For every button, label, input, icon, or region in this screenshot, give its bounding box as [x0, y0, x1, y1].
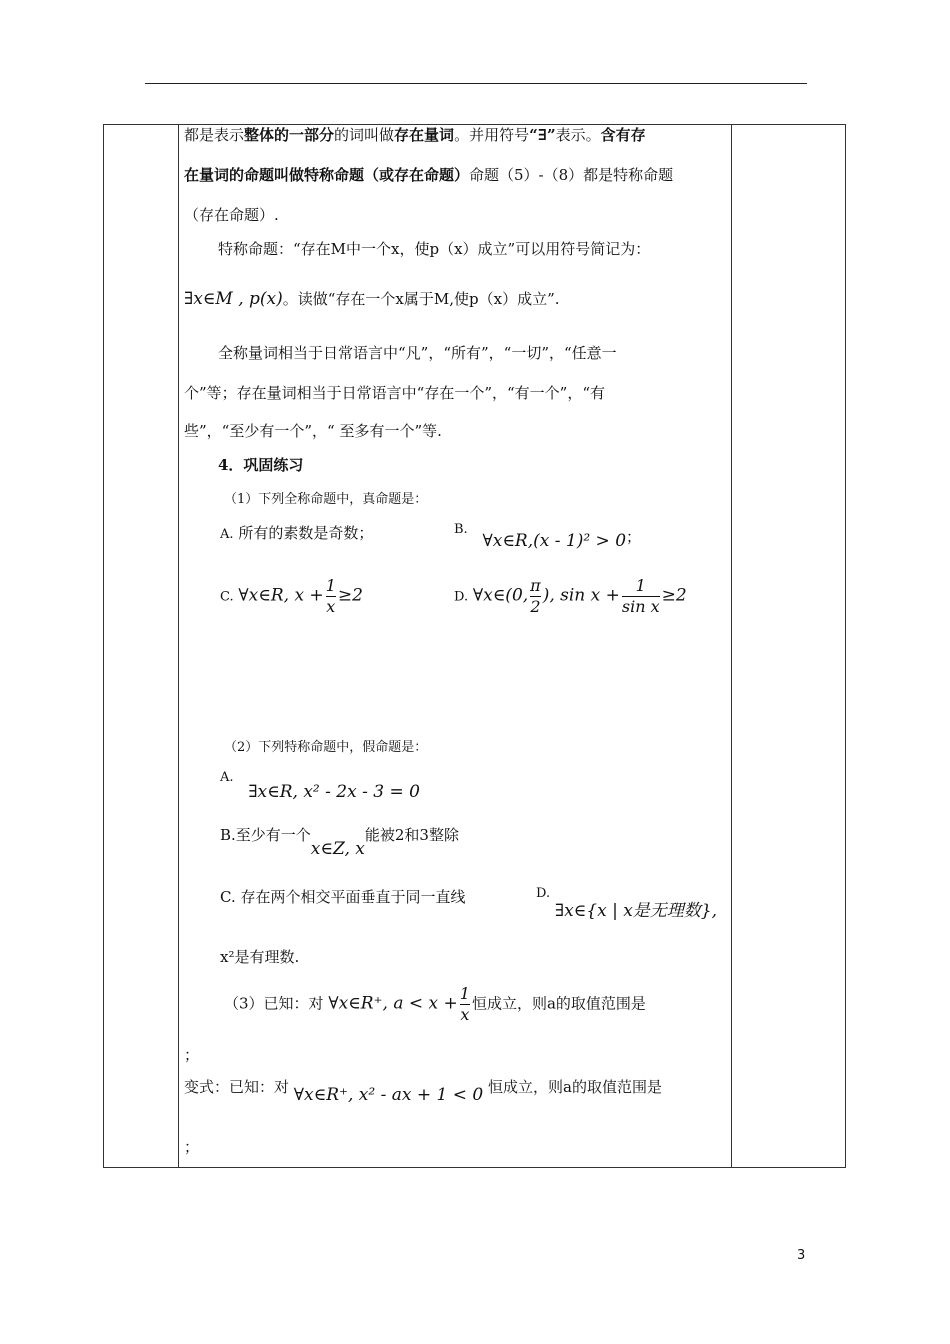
q3-variant-blank: ；: [184, 1138, 200, 1156]
page-number: 3: [797, 1248, 806, 1263]
bold-text: 存在量词: [394, 126, 455, 144]
q1-option-b: [454, 522, 642, 551]
option-label: A.: [220, 770, 234, 785]
option-math: ∀x∈R, x +: [238, 585, 324, 606]
option-label: D.: [536, 886, 551, 901]
header-rule: [145, 83, 807, 84]
q2-option-b: [220, 824, 459, 859]
option-math: ≥2: [337, 585, 363, 606]
option-math: ∃x∈R, x² - 2x - 3 = 0: [248, 782, 420, 802]
numerator: 1: [325, 576, 336, 595]
table-divider-right: [731, 125, 732, 1167]
para1-line2: [184, 164, 673, 185]
option-label: C.: [220, 589, 234, 605]
para3-line3: 些”，“至少有一个”，“ 至多有一个”等.: [184, 422, 442, 440]
para2-line1: 特称命题：“存在M中一个x，使p（x）成立”可以用符号简记为：: [218, 240, 651, 258]
option-label: B.: [454, 522, 468, 537]
option-math: x∈Z, x: [310, 839, 365, 859]
question-math: ∀x∈R⁺, a < x +: [328, 993, 458, 1014]
q2-option-d-cont: x²是有理数.: [220, 948, 300, 966]
q2-option-c: C. 存在两个相交平面垂直于同一直线: [220, 888, 466, 906]
text: 恒成立，则a的取值范围是: [471, 994, 646, 1013]
option-math: ∀x∈(0,: [472, 585, 529, 606]
fraction: [622, 576, 660, 617]
q1-option-d: [454, 576, 687, 617]
table-divider-left: [178, 125, 179, 1167]
denominator: x: [326, 597, 336, 616]
text: 变式：已知：对: [184, 1078, 290, 1096]
para3-line1: 全称量词相当于日常语言中“凡”，“所有”，“一切”，“任意一: [218, 344, 617, 362]
option-math: ∃x∈{x | x是无理数},: [554, 901, 718, 921]
option-text: 能被2和3整除: [364, 826, 459, 844]
para1-line3: （存在命题）.: [184, 206, 279, 224]
option-text: 所有的素数是奇数；: [238, 524, 374, 542]
text: 都是表示: [184, 126, 245, 144]
numerator: π: [530, 576, 541, 595]
bold-text: 整体的一部分: [244, 126, 335, 144]
section-heading: 4．巩固练习: [218, 456, 304, 474]
q3-variant: [184, 1076, 662, 1105]
fraction: [530, 576, 541, 617]
option-label: D.: [454, 589, 469, 605]
text: 表示。: [555, 126, 601, 144]
q2-option-a: [220, 770, 420, 802]
exists-symbol: “∃”: [529, 126, 556, 144]
q3-line: [224, 984, 646, 1025]
q2-option-d: [536, 886, 718, 921]
q1-option-c: [220, 576, 363, 617]
section-title: [218, 454, 303, 475]
bold-text: 含有存: [600, 126, 646, 144]
option-label: A.: [220, 527, 234, 542]
bold-text: 在量词的命题叫做特称命题（或存在命题）: [184, 166, 470, 184]
variant-math: ∀x∈R⁺, x² - ax + 1 < 0: [293, 1085, 484, 1105]
q1-option-a: [220, 522, 373, 543]
text: 命题（5）-（8）都是特称命题: [469, 166, 674, 184]
numerator: 1: [622, 576, 660, 597]
numerator: 1: [459, 984, 470, 1003]
denominator: 2: [530, 597, 541, 616]
fraction: [326, 576, 336, 617]
option-math: ), sin x +: [542, 585, 620, 606]
q1-stem: （1）下列全称命题中，真命题是：: [224, 492, 428, 507]
option-text: B.至少有一个: [220, 826, 311, 844]
q2-stem: （2）下列特称命题中，假命题是：: [224, 740, 428, 755]
text: 。并用符号: [454, 126, 530, 144]
math-exists-m: ∃x∈M , p(x): [184, 289, 283, 309]
fraction: [460, 984, 470, 1025]
para2-line2: [184, 288, 560, 309]
para1-line1: [184, 124, 646, 145]
text: 。读做“存在一个x属于M,使p（x）成立”.: [282, 290, 560, 308]
option-math: ≥2: [661, 585, 687, 606]
q3-blank: ；: [184, 1046, 200, 1064]
option-math: ∀x∈R,(x - 1)² > 0: [482, 531, 627, 551]
text: ；: [626, 528, 642, 546]
denominator: x: [460, 1005, 470, 1024]
para3-line2: 个”等；存在量词相当于日常语言中“存在一个”，“有一个”，“有: [184, 384, 606, 402]
text: （3）已知：对: [224, 994, 324, 1013]
denominator: sin x: [621, 597, 660, 616]
text: 恒成立，则a的取值范围是: [488, 1078, 662, 1096]
text: 的词叫做: [334, 126, 395, 144]
